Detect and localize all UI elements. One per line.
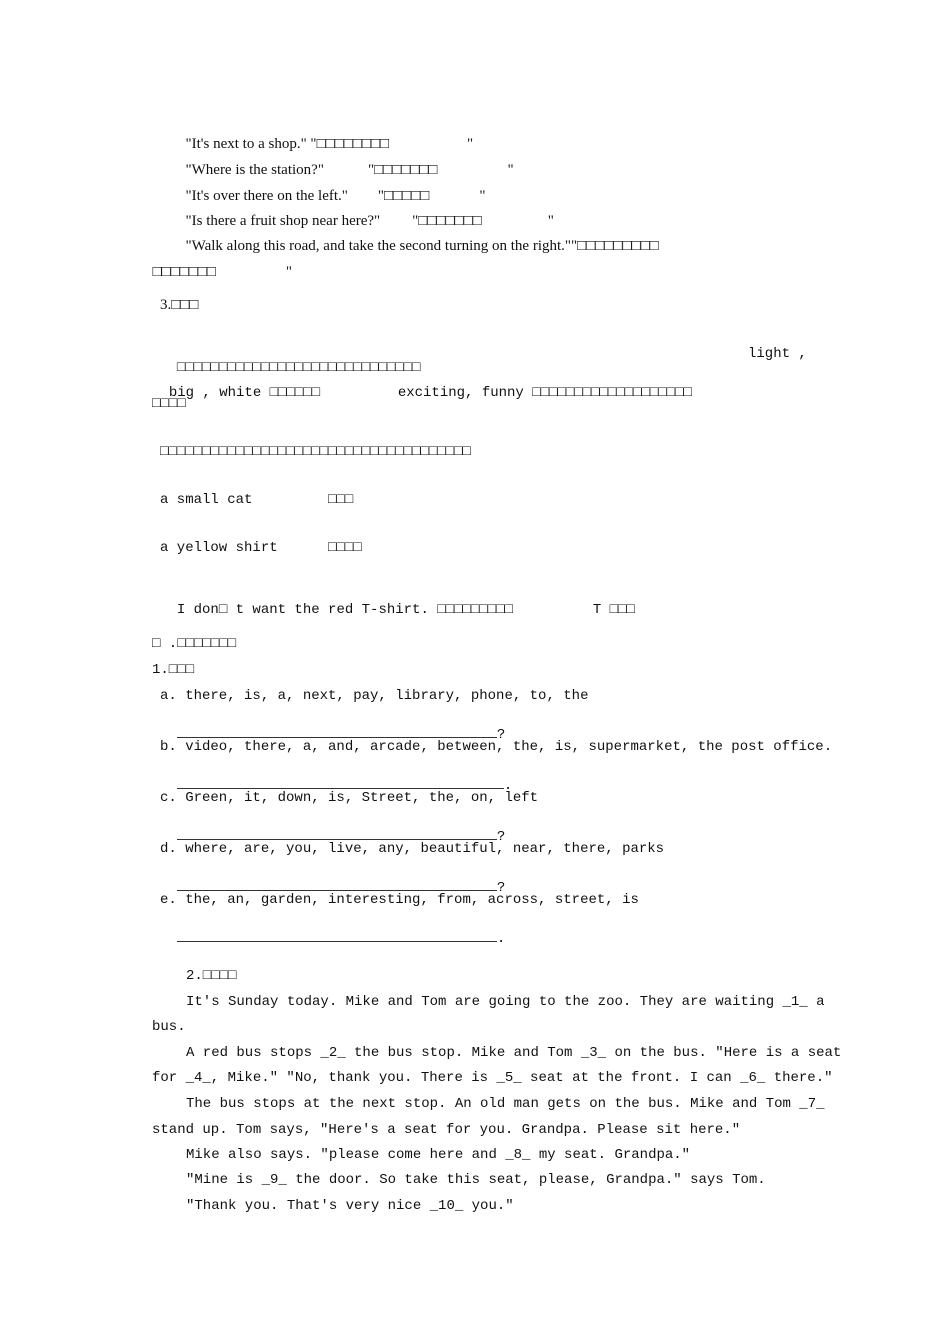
story-line: bus. bbox=[152, 1019, 186, 1035]
dialogue-end: " bbox=[507, 162, 514, 178]
dialogue-line-5-cont bbox=[145, 250, 292, 280]
answer-line-a[interactable]: ? bbox=[160, 711, 505, 742]
example-2-en: a yellow shirt bbox=[160, 540, 278, 556]
example-3-en: I don□ t want the red T-shirt. □□□□□□□□□ bbox=[176, 602, 513, 618]
answer-line-c[interactable]: ? bbox=[160, 813, 505, 844]
dialogue-zh: "□□□□□□□ bbox=[412, 213, 482, 229]
question-1-title: 1.□□□ bbox=[152, 662, 195, 678]
story-line: "Thank you. That's very nice _10_ you." bbox=[186, 1198, 514, 1214]
dialogue-end: " bbox=[479, 188, 486, 204]
example-2-zh: □□□□ bbox=[328, 540, 362, 556]
example-1-zh: □□□ bbox=[328, 492, 354, 508]
dialogue-en: "It's next to a shop." " bbox=[185, 136, 317, 152]
dialogue-en: "Walk along this road, and take the second turning on the right." bbox=[185, 238, 572, 254]
section-3-para-line-1: □□□□□□□□□□□□□□□□□□□□□□□□□□□□□ bbox=[176, 360, 421, 376]
example-1-en: a small cat bbox=[160, 492, 253, 508]
dialogue-end: " bbox=[547, 213, 554, 229]
dialogue-end: " bbox=[467, 136, 474, 152]
exercise-item-a: a. there, is, a, next, pay, library, phone, to, the bbox=[160, 688, 589, 704]
answer-line-d[interactable]: ? bbox=[160, 864, 505, 895]
section-3-words-exciting: exciting, funny □□□□□□□□□□□□□□□□□□□ bbox=[397, 385, 692, 401]
dialogue-zh: □□□□□□□ bbox=[152, 264, 216, 280]
section-3-para-2: □□□□□□□□□□□□□□□□□□□□□□□□□□□□□□□□□□□□□ bbox=[160, 444, 471, 460]
dialogue-en: "It's over there on the left." bbox=[185, 188, 348, 204]
story-line: A red bus stops _2_ the bus stop. Mike and Tom _3_ on the bus. "Here is a seat bbox=[186, 1045, 842, 1061]
part-title: □ .□□□□□□□ bbox=[152, 636, 237, 652]
section-3-para-line-3: □□□□ bbox=[152, 396, 186, 412]
dialogue-end: " bbox=[285, 264, 293, 280]
dialogue-en: "Where is the station?" bbox=[185, 162, 324, 178]
story-line: The bus stops at the next stop. An old man gets on the bus. Mike and Tom _7_ bbox=[186, 1096, 825, 1112]
story-line: stand up. Tom says, "Here's a seat for you. Grandpa. Please sit here." bbox=[152, 1122, 741, 1138]
story-line: Mike also says. "please come here and _8_ my seat. Grandpa." bbox=[186, 1147, 691, 1163]
dialogue-en: "Is there a fruit shop near here?" bbox=[185, 213, 381, 229]
story-line: "Mine is _9_ the door. So take this seat, please, Grandpa." says Tom. bbox=[186, 1172, 766, 1188]
question-2-title: 2.□□□□ bbox=[186, 968, 237, 984]
example-3-end: T □□□ bbox=[592, 602, 635, 618]
answer-line-e[interactable]: . bbox=[160, 915, 505, 946]
dialogue-zh: "□□□□□ bbox=[377, 188, 430, 204]
exercise-item-c: c. Green, it, down, is, Street, the, on, left bbox=[160, 790, 539, 806]
story-line: It's Sunday today. Mike and Tom are going to the zoo. They are waiting _1_ a bbox=[186, 994, 825, 1010]
exercise-item-d: d. where, are, you, live, any, beautiful, near, there, parks bbox=[160, 841, 665, 857]
exercise-item-b: b. video, there, a, and, arcade, between, the, is, supermarket, the post office. bbox=[160, 739, 833, 755]
dialogue-zh: "□□□□□□□□□ bbox=[571, 238, 659, 254]
story-line: for _4_, Mike." "No, thank you. There is _5_ seat at the front. I can _6_ there." bbox=[152, 1070, 833, 1086]
section-3-para-line-2: big , white □□□□□□ bbox=[168, 385, 321, 401]
exercise-item-e: e. the, an, garden, interesting, from, across, street, is bbox=[160, 892, 639, 908]
answer-line-b[interactable]: . bbox=[160, 762, 512, 793]
section-3-word-light: light , bbox=[748, 346, 807, 362]
section-3-title: 3.□□□ bbox=[160, 297, 199, 313]
dialogue-zh: □□□□□□□□ bbox=[316, 136, 390, 152]
dialogue-zh: "□□□□□□□ bbox=[367, 162, 438, 178]
